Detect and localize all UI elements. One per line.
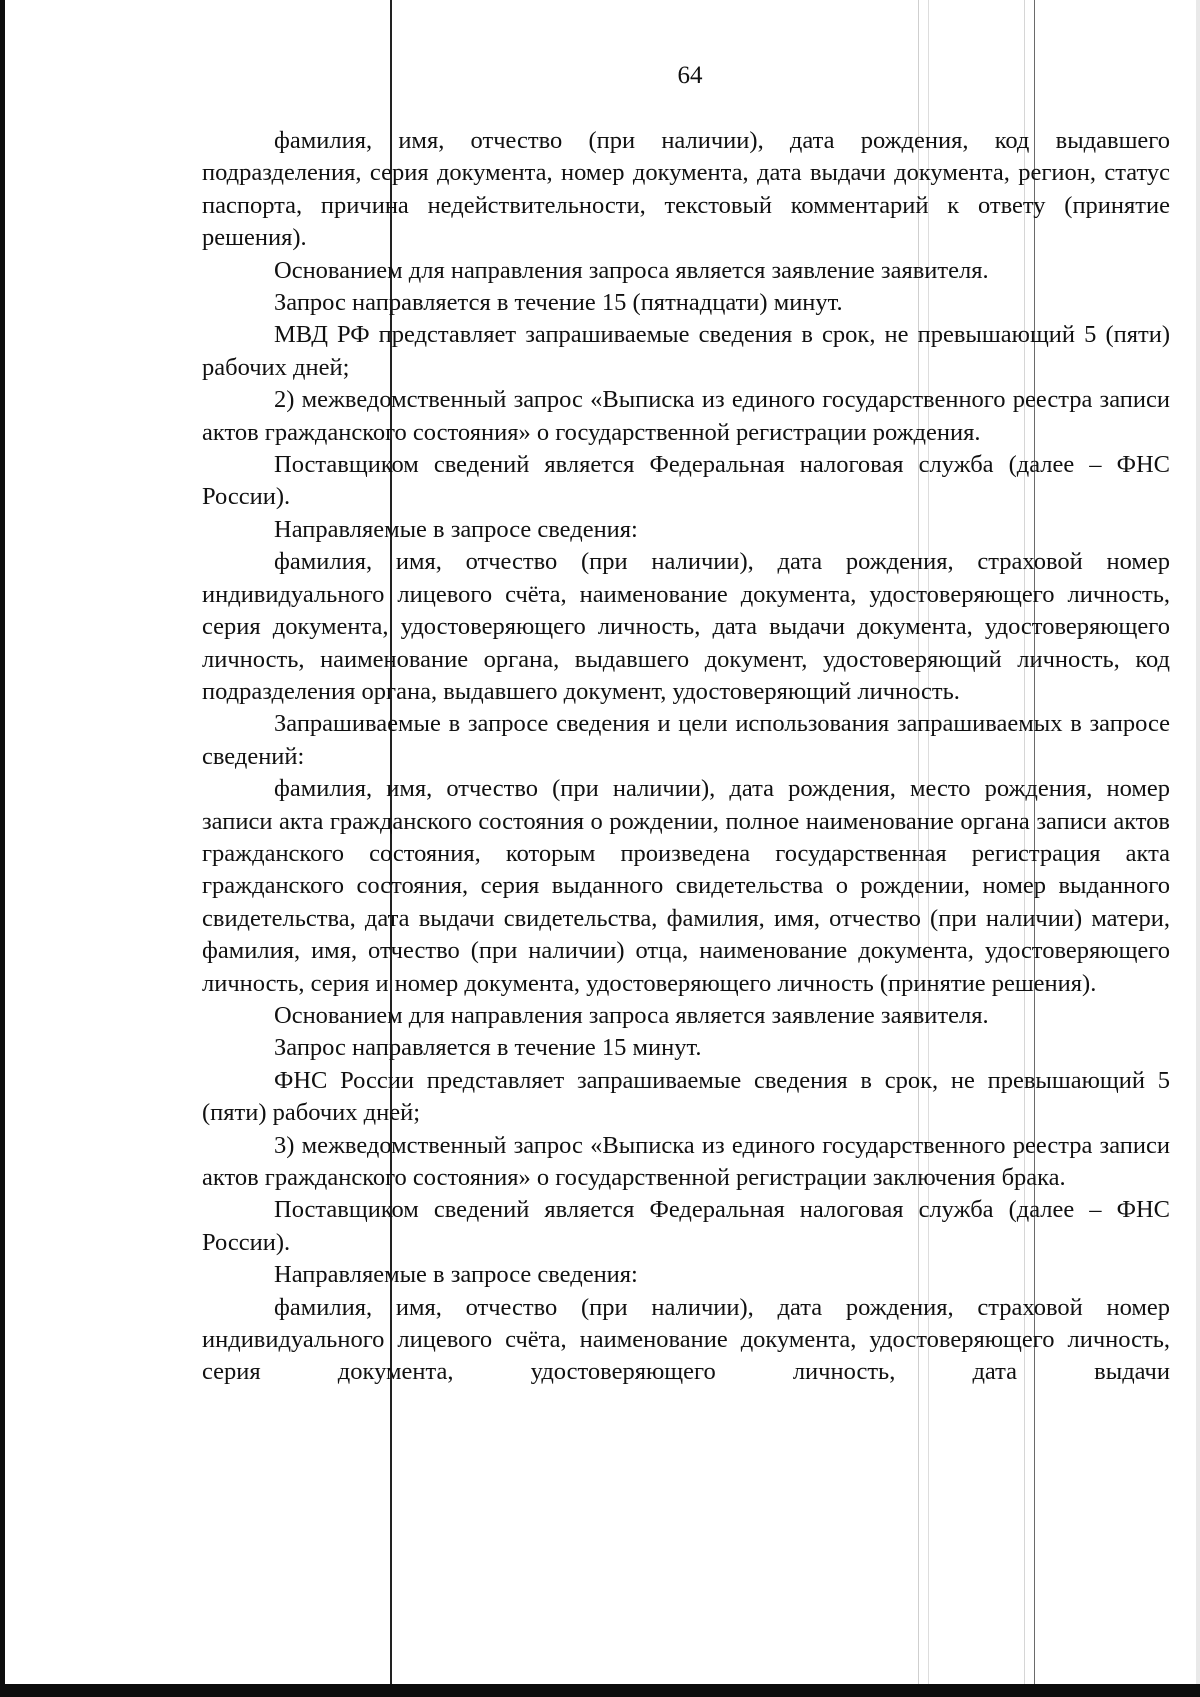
scan-edge-bottom [0,1684,1200,1697]
paragraph: 3) межведомственный запрос «Выписка из единого государственного реестра записи актов гражданского состояния» о государственной регистрации заключения брака. [202,1131,1170,1191]
paragraph: Направляемые в запросе сведения: [274,1261,638,1289]
paragraph: фамилия, имя, отчество (при наличии), дата рождения, страховой номер индивидуального лицевого счёта, наименование документа, удостоверяющего личность, серия документа, удостоверяющего личность, дата выдачи [202,1293,1170,1386]
scan-edge-left [0,0,5,1697]
paragraph: ФНС России представляет запрашиваемые сведения в срок, не превышающий 5 (пяти) рабочих дней; [202,1066,1170,1127]
paragraph: Основанием для направления запроса является заявление заявителя. [274,1001,989,1029]
scan-edge-right [1196,0,1200,1697]
paragraph: фамилия, имя, отчество (при наличии), дата рождения, место рождения, номер записи акта гражданского состояния о рождении, полное наименование органа записи актов гражданского состояния, которым произведена государственная регистрация акта гражданского состояния, серия выданного свидетельства о рождении, номер выданного свидетельства, дата выдачи свидетельства, фамилия, имя, отчество (при наличии) матери, фамилия, имя, отчество (при наличии) отца, наименование документа, удостоверяющего личность, серия и номер документа, удостоверяющего личность (принятие решения). [202,775,1170,997]
paragraph: Запрос направляется в течение 15 (пятнадцати) минут. [274,289,843,317]
paragraph: Направляемые в запросе сведения: [274,515,638,543]
body-text [202,125,1170,1389]
paragraph: Запрашиваемые в запросе сведения и цели использования запрашиваемых в запросе сведений: [202,710,1170,770]
paragraph: Запрос направляется в течение 15 минут. [274,1034,702,1062]
paragraph: Поставщиком сведений является Федеральная налоговая служба (далее – ФНС России). [202,1196,1170,1256]
paragraph: фамилия, имя, отчество (при наличии), дата рождения, страховой номер индивидуального лицевого счёта, наименование документа, удостоверяющего личность, серия документа, удостоверяющего личность, дата выдачи документа, удостоверяющего личность, наименование органа, выдавшего документ, удостоверяющий личность, код подразделения органа, выдавшего документ, удостоверяющий личность. [202,548,1170,705]
paragraph: МВД РФ представляет запрашиваемые сведения в срок, не превышающий 5 (пяти) рабочих дней; [202,321,1170,381]
paragraph: Основанием для направления запроса является заявление заявителя. [274,256,989,284]
paragraph: 2) межведомственный запрос «Выписка из единого государственного реестра записи актов гражданского состояния» о государственной регистрации рождения. [202,386,1170,446]
paragraph: Поставщиком сведений является Федеральная налоговая служба (далее – ФНС России). [202,451,1170,511]
paragraph: фамилия, имя, отчество (при наличии), дата рождения, код выдавшего подразделения, серия документа, номер документа, дата выдачи документа, регион, статус паспорта, причина недействительности, текстовый комментарий к ответу (принятие решения). [202,127,1170,252]
page-number: 64 [677,62,703,89]
